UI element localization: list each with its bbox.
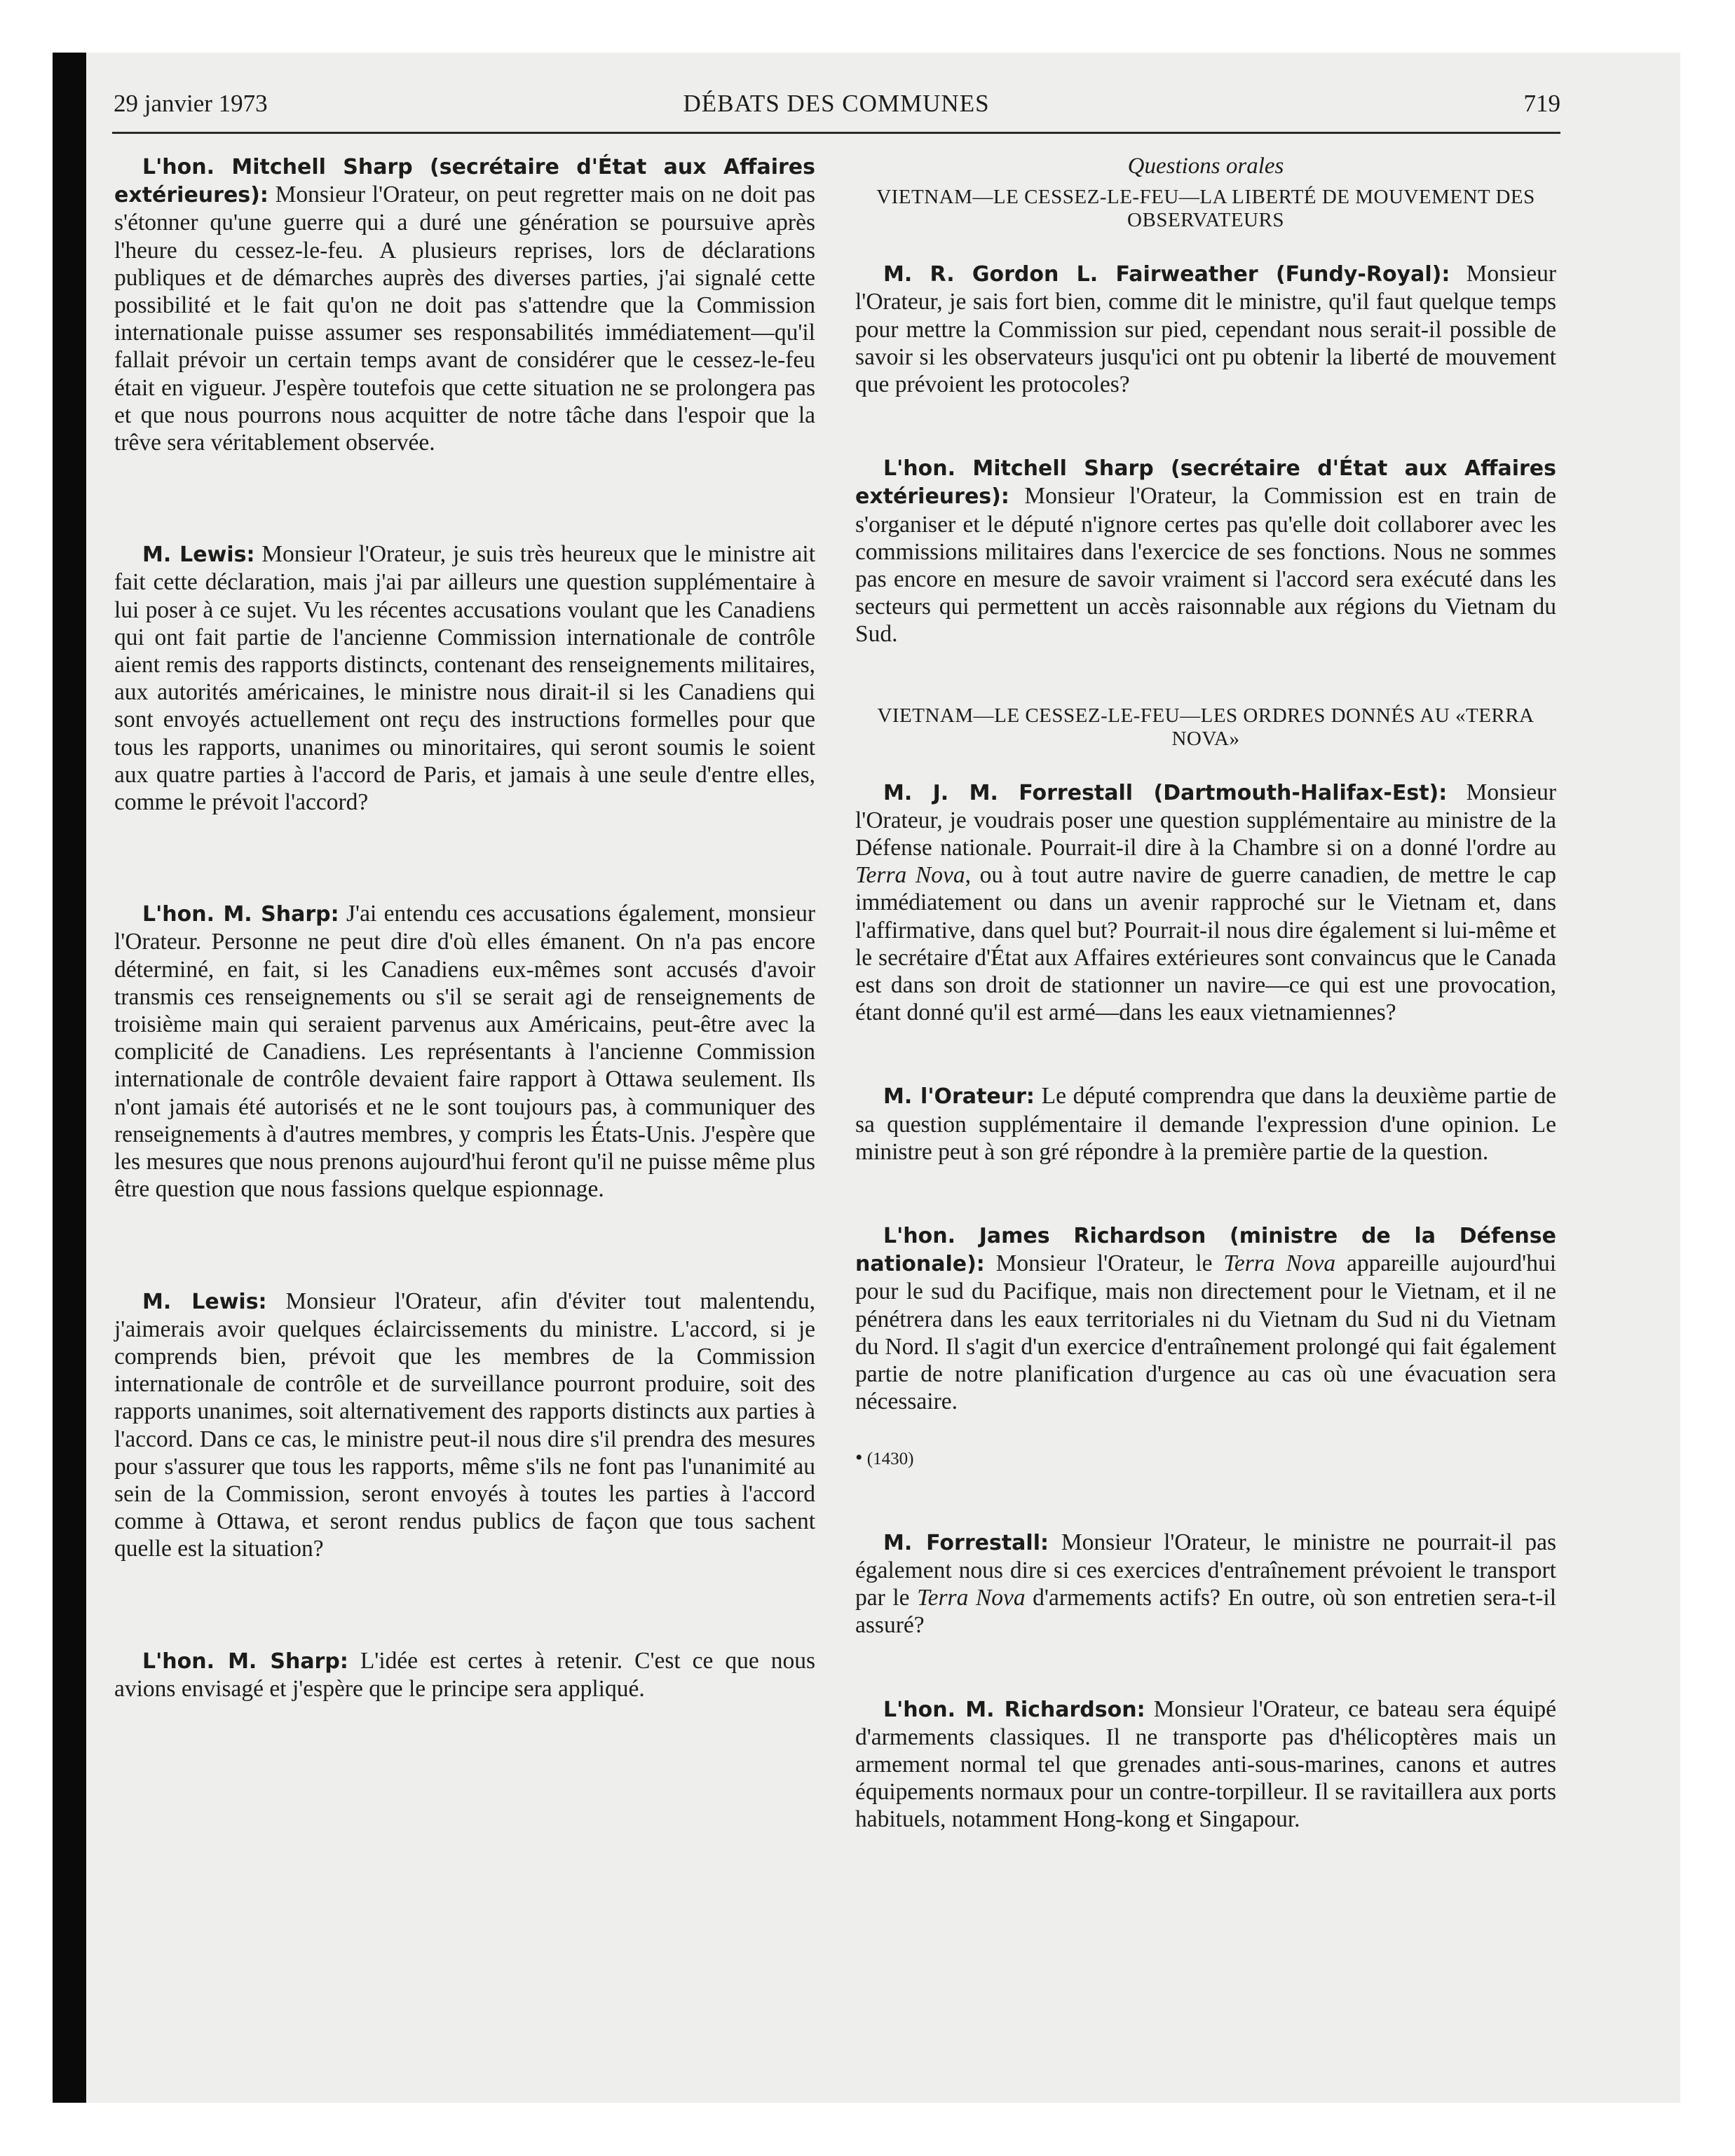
subject-heading: VIETNAM—LE CESSEZ-LE-FEU—LES ORDRES DONNÉS AU «TERRA NOVA» (877, 704, 1535, 750)
speech-paragraph (855, 1082, 1556, 1166)
speech-text: Le député comprendra que dans la deuxième partie de sa question supplémentaire il demande l'expression d'une opinion. Le ministre peut à son gré répondre à la première partie de la question. (855, 1083, 1556, 1165)
ship-name: Terra Nova (1223, 1250, 1336, 1277)
header-date: 29 janvier 1973 (114, 90, 268, 117)
speaker-name: M. Lewis: (142, 543, 255, 568)
speech-text: Monsieur l'Orateur, je voudrais poser une question supplémentaire au ministre de la Défense nationale. Pourrait-il dire à la Chambre si on a donné l'ordre au (855, 779, 1556, 861)
speech-text: , ou à tout autre navire de guerre canadien, de mettre le cap immédiatement ou dans un avenir rapproché sur le Vietnam et, dans l'affirmative, dans quel but? Pourrait-il nous dire également si lui-même et le secrétaire d'État aux Affaires extérieures sont convaincus que le Canada est dans son droit de stationner un navire—ce qui est une provocation, étant donné qu'il est armé—dans les eaux vietnamiennes? (855, 862, 1557, 1026)
speech-text: Monsieur l'Orateur, je suis très heureux que le ministre ait fait cette déclaration, mais j'ai par ailleurs une question supplémentaire à lui poser à ce sujet. Vu les récentes accusations voulant que les Canadiens qui ont fait partie de l'ancienne Commission internationale de contrôle aient remis des rapports distincts, contenant des renseignements militaires, aux autorités américaines, le ministre nous dirait-il si les Canadiens qui sont envoyés actuellement ont reçu des instructions formelles pour que tous les rapports, unanimes ou minoritaires, qui seront soumis le soient aux quatre parties à l'accord de Paris, et jamais à une seule d'entre elles, comme le prévoit l'accord? (114, 541, 815, 816)
speech-paragraph (855, 1529, 1556, 1639)
speaker-name: L'hon. Mitchell Sharp (secrétaire d'État aux Affaires extérieures): (114, 155, 815, 208)
right-column (855, 153, 1556, 1834)
speech-paragraph (114, 1288, 815, 1563)
header-title: DÉBATS DES COMMUNES (683, 90, 990, 117)
speaker-name: M. J. M. Forrestall (Dartmouth-Halifax-Est): (883, 780, 1448, 805)
speech-text: Monsieur l'Orateur, le (995, 1250, 1213, 1277)
speech-paragraph (114, 153, 815, 456)
speaker-name: M. Lewis: (142, 1289, 267, 1314)
ship-name: Terra Nova (855, 862, 965, 889)
speaker-name: L'hon. Mitchell Sharp (secrétaire d'État aux Affaires extérieures): (855, 456, 1556, 510)
timestamp-text: (1430) (866, 1449, 914, 1468)
speech-text: Monsieur l'Orateur, on peut regretter mais on ne doit pas s'étonner qu'une guerre qui a duré une génération se poursuive après l'heure du cessez-le-feu. A plusieurs reprises, lors de déclarations publiques et de démarches auprès des diverses parties, j'ai signalé cette possibilité et le fait qu'on ne doit pas s'attendre que la Commission internationale puisse assumer ses responsabilités immédiatement—qu'il fallait prévoir un certain temps avant de considérer que le cessez-le-feu était en vigueur. J'espère toutefois que cette situation ne se prolongera pas et que nous pourrons nous acquitter de notre tâche dans l'espoir que la trêve sera véritablement observée. (114, 182, 816, 456)
speaker-name: L'hon. M. Sharp: (142, 902, 339, 927)
timestamp (855, 1444, 1556, 1473)
speech-paragraph (114, 1647, 815, 1703)
speech-text: Monsieur l'Orateur, le ministre ne pourrait-il pas également nous dire si ces exercices d'entraînement prévoient le transport par le (855, 1529, 1557, 1611)
header-page-number: 719 (1523, 90, 1560, 117)
speech-paragraph (114, 900, 815, 1203)
speech-paragraph (855, 454, 1556, 648)
speech-text: appareille aujourd'hui pour le sud du Pacifique, mais non directement pour le Vietnam, et il ne pénétrera dans les eaux territoriales ni du Vietnam du Sud ni du Vietnam du Nord. Il s'agit d'un exercice d'entraînement prolongé qui fait également partie de notre planification d'urgence au cas où une évacuation sera nécessaire. (855, 1250, 1557, 1415)
page-header (112, 90, 1560, 134)
speech-text: Monsieur l'Orateur, la Commission est en train de s'organiser et le député n'ignore certes pas qu'elle doit collaborer avec les commissions militaires dans l'exercice de ses fonctions. Nous ne sommes pas encore en mesure de savoir vraiment si l'accord sera exécuté dans les secteurs qui permettent un accès raisonnable aux régions du Vietnam du Sud. (855, 483, 1556, 648)
ship-name: Terra Nova (917, 1585, 1026, 1611)
speaker-name: M. Forrestall: (883, 1530, 1049, 1555)
speech-text: Monsieur l'Orateur, je sais fort bien, comme dit le ministre, qu'il faut quelque temps pour mettre la Commission sur pied, cependant nous serait-il possible de savoir si les observateurs jusqu'ici ont pu obtenir la liberté de mouvement que prévoient les protocoles? (855, 261, 1557, 398)
scan-edge-bar (53, 53, 86, 2103)
speech-text: d'armements actifs? En outre, où son entretien sera-t-il assuré? (855, 1585, 1557, 1639)
speaker-name: L'hon. M. Sharp: (142, 1649, 348, 1674)
speaker-name: M. R. Gordon L. Fairweather (Fundy-Royal): (883, 262, 1450, 287)
speaker-name: L'hon. James Richardson (ministre de la Défense nationale): (855, 1224, 1556, 1277)
speech-text: Monsieur l'Orateur, ce bateau sera équipé d'armements classiques. Il ne transporte pas d'hélicoptères mais un armement normal tel que grenades anti-sous-marines, canons et autres équipements normaux pour un contre-torpilleur. Il se ravitaillera aux ports habituels, notamment Hong-kong et Singapour. (855, 1696, 1556, 1833)
speech-text: L'idée est certes à retenir. C'est ce que nous avions envisagé et j'espère que le principe sera appliqué. (114, 1647, 816, 1702)
speech-paragraph (855, 1696, 1556, 1834)
speech-paragraph (855, 779, 1556, 1027)
bullet-icon: • (855, 1445, 863, 1469)
speech-paragraph (114, 540, 815, 816)
speaker-name: L'hon. M. Richardson: (883, 1697, 1145, 1722)
speech-paragraph (855, 260, 1556, 398)
speech-paragraph (855, 1222, 1556, 1415)
speech-text: Monsieur l'Orateur, afin d'éviter tout malentendu, j'aimerais avoir quelques éclaircissements du ministre. L'accord, si je comprends bien, prévoit que les membres de la Commission internationale de contrôle et de surveillance pourront produire, soit des rapports unanimes, soit alternativement des rapports distincts aux parties à l'accord. Dans ce cas, le ministre peut-il nous dire s'il prendra des mesures pour s'assurer que tous les rapports, même s'ils ne font pas l'unanimité au sein de la Commission, seront envoyés à toutes les parties à l'accord comme à Ottawa, et seront rendus publics de façon que tous sachent quelle est la situation? (114, 1288, 815, 1562)
section-heading: Questions orales (1127, 153, 1284, 179)
subject-heading: VIETNAM—LE CESSEZ-LE-FEU—LA LIBERTÉ DE MOUVEMENT DES OBSERVATEURS (876, 186, 1535, 232)
speech-text: J'ai entendu ces accusations également, monsieur l'Orateur. Personne ne peut dire d'où elles émanent. On n'a pas encore déterminé, en fait, si les Canadiens eux-mêmes sont accusés d'avoir transmis ces renseignements ou s'il se serait agi de renseignements de troisième main qui seraient parvenus aux Américains, peut-être avec la complicité de Canadiens. Les représentants à l'ancienne Commission internationale de contrôle devaient faire rapport à Ottawa seulement. Ils n'ont jamais été autorisés et ne le sont toujours pas, à communiquer des renseignements à d'autres membres, y compris les États-Unis. J'espère que les mesures que nous prenons aujourd'hui feront qu'il ne puisse même plus être question que nous fassions quelque espionnage. (114, 901, 816, 1203)
left-column (114, 153, 815, 1703)
speaker-name: M. l'Orateur: (883, 1084, 1035, 1110)
